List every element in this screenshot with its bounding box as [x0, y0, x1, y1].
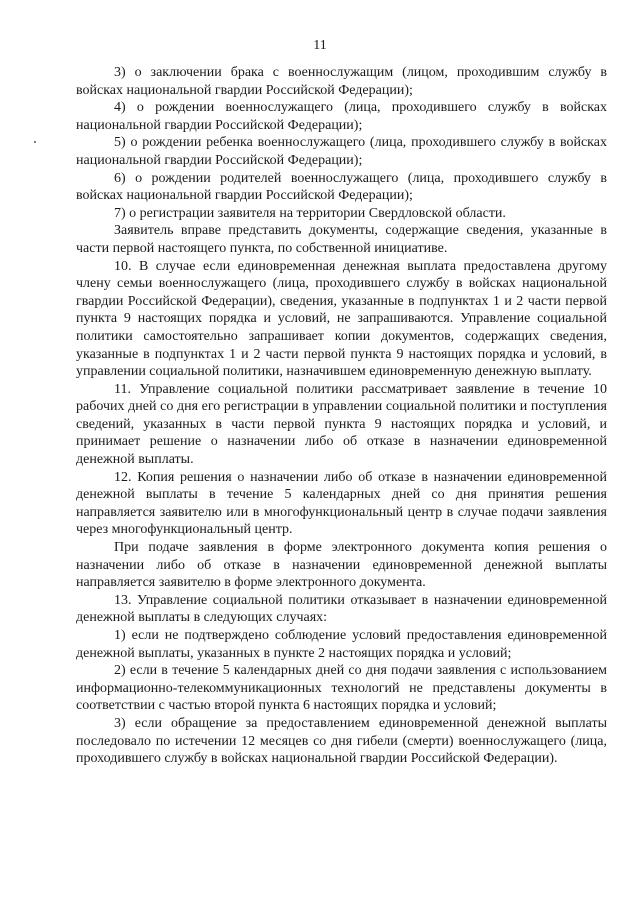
- scan-speck: [34, 141, 36, 143]
- page-number: 11: [313, 38, 327, 53]
- paragraph-item-7: 7) о регистрации заявителя на территории Свердловской области.: [114, 205, 506, 221]
- paragraph-item-4: 4) о рождении военнослужащего (лица, проходившего службу в войсках национальной гвардии Российской Федерации);: [76, 100, 607, 133]
- paragraph-item-6: 6) о рождении родителей военнослужащего (лица, проходившего службу в войсках национальной гвардии Российской Федерации);: [76, 170, 607, 204]
- paragraph-item-5: 5) о рождении ребенка военнослужащего (лица, проходившего службу в войсках национальной гвардии Российской Федерации);: [76, 135, 607, 168]
- document-body: [76, 64, 607, 768]
- paragraph-clause-13: 13. Управление социальной политики отказывает в назначении единовременной денежной выплаты в следующих случаях:: [76, 592, 607, 626]
- paragraph-own-initiative: Заявитель вправе представить документы, содержащие сведения, указанные в части первой настоящего пункта, по собственной инициативе.: [76, 223, 607, 256]
- paragraph-electronic-decision: При подаче заявления в форме электронного документа копия решения о назначении либо об отказе в назначении единовременной денежной выплаты направляется заявителю в форме электронного документа.: [76, 540, 607, 591]
- paragraph-item-3: 3) о заключении брака с военнослужащим (лицом, проходившим службу в войсках национальной гвардии Российской Федерации);: [76, 65, 607, 98]
- paragraph-refusal-3: 3) если обращение за предоставлением единовременной денежной выплаты последовало по истечении 12 месяцев со дня гибели (смерти) военнослужащего (лица, проходившего службу в войсках национальной гвардии Российской Федерации).: [76, 715, 607, 767]
- paragraph-clause-10: 10. В случае если единовременная денежная выплата предоставлена другому члену семьи военнослужащего (лица, проходившего службу в войсках национальной гвардии Российской Федерации), сведения, указанные в подпунктах 1 и 2 части первой пункта 9 настоящих порядка и условий, не запрашиваются. Управление социальной политики самостоятельно запрашивает копии документов, содержащих сведения, указанные в подпунктах 1 и 2 части первой пункта 9 настоящих порядка и условий, в управлении социальной политики, назначившем единовременную денежную выплату.: [76, 258, 607, 380]
- paragraph-refusal-2: 2) если в течение 5 календарных дней со дня подачи заявления с использованием информационно-телекоммуникационных технологий не представлены документы в соответствии с частью второй пункта 6 настоящих порядка и условий;: [76, 663, 607, 714]
- paragraph-refusal-1: 1) если не подтверждено соблюдение условий предоставления единовременной денежной выплаты, указанных в пункте 2 настоящих порядка и условий;: [76, 628, 607, 661]
- paragraph-clause-11: 11. Управление социальной политики рассматривает заявление в течение 10 рабочих дней со дня его регистрации в управлении социальной политики и поступления сведений, указанных в части первой пункта 9 настоящих порядка и условий, и принимает решение о назначении либо об отказе в назначении единовременной денежной выплаты.: [76, 381, 607, 468]
- paragraph-clause-12: 12. Копия решения о назначении либо об отказе в назначении единовременной денежной выплаты в течение 5 календарных дней со дня принятия решения направляется заявителю или в многофункциональный центр в случае подачи заявления через многофункциональный центр.: [76, 469, 607, 538]
